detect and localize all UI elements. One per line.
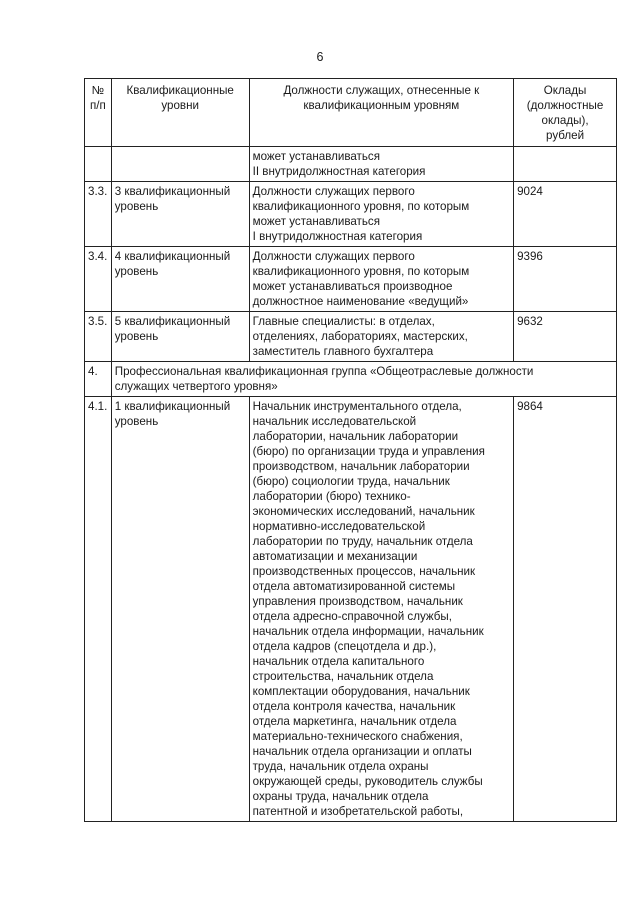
header-positions (249, 79, 513, 147)
positions-line: начальник отдела информации, начальник (252, 625, 484, 638)
level-line: 1 квалификационный (114, 400, 231, 413)
row-level (111, 147, 249, 182)
positions-line: патентной и изобретательской работы, (252, 805, 464, 818)
positions-line: строительства, начальник отдела (252, 670, 434, 683)
positions-line: Должности служащих первого (252, 250, 415, 263)
table-row (85, 182, 617, 247)
level-line: уровень (114, 415, 159, 428)
row-num: 3.3. (85, 182, 112, 247)
row-positions (249, 147, 513, 182)
header-salary-line: Оклады (543, 84, 587, 97)
positions-line: комплектации оборудования, начальник (252, 685, 470, 698)
table-row (85, 397, 617, 822)
header-num-line: № (91, 84, 105, 97)
salary-table (84, 78, 617, 822)
level-line: 3 квалификационный (114, 185, 231, 198)
positions-line: II внутридолжностная категория (252, 165, 426, 178)
positions-line: лаборатории по труду, начальник отдела (252, 535, 473, 548)
positions-line: I внутридолжностная категория (252, 230, 423, 243)
positions-line: автоматизации и механизации (252, 550, 418, 563)
positions-line: лаборатории, начальник лаборатории (252, 430, 459, 443)
row-salary: 9396 (514, 247, 617, 312)
positions-line: окружающей среды, руководитель службы (252, 775, 483, 788)
positions-line: квалификационного уровня, по которым (252, 200, 470, 213)
positions-line: заместитель главного бухгалтера (252, 345, 434, 358)
table-row (85, 312, 617, 362)
positions-line: квалификационного уровня, по которым (252, 265, 470, 278)
positions-line: (бюро) по организации труда и управления (252, 445, 485, 458)
level-line: 4 квалификационный (114, 250, 231, 263)
row-num: 3.4. (85, 247, 112, 312)
level-line: уровень (114, 200, 159, 213)
header-positions-line: квалификационным уровням (303, 99, 460, 112)
positions-line: отдела кадров (спецотдела и др.), (252, 640, 437, 653)
group-title-line: Профессиональная квалификационная группа «Общеотраслевые должности (114, 365, 534, 378)
positions-line: материально-технического снабжения, (252, 730, 463, 743)
level-line: уровень (114, 265, 159, 278)
header-positions-line: Должности служащих, отнесенные к (283, 84, 480, 97)
row-positions (249, 397, 513, 822)
positions-line: производством, начальник лаборатории (252, 460, 470, 473)
row-positions (249, 182, 513, 247)
header-num (85, 79, 112, 147)
header-salary-line: оклады), (541, 114, 589, 127)
positions-line: Должности служащих первого (252, 185, 415, 198)
page-number: 6 (316, 50, 324, 64)
positions-line: охраны труда, начальник отдела (252, 790, 429, 803)
header-level-line: Квалификационные (126, 84, 234, 97)
positions-line: производственных процессов, начальник (252, 565, 476, 578)
group-row (85, 362, 617, 397)
positions-line: может устанавливаться производное (252, 280, 453, 293)
row-positions (249, 312, 513, 362)
table-row (85, 147, 617, 182)
positions-line: Главные специалисты: в отделах, (252, 315, 435, 328)
group-title-line: служащих четвертого уровня» (114, 380, 278, 393)
positions-line: нормативно-исследовательской (252, 520, 426, 533)
positions-line: труда, начальник отдела охраны (252, 760, 429, 773)
positions-line: начальник исследовательской (252, 415, 417, 428)
group-num: 4. (85, 362, 112, 397)
row-salary: 9864 (514, 397, 617, 822)
row-salary: 9632 (514, 312, 617, 362)
header-level-line: уровни (161, 99, 199, 112)
positions-line: экономических исследований, начальник (252, 505, 475, 518)
row-salary (514, 147, 617, 182)
header-salary-line: рублей (546, 129, 585, 142)
row-positions (249, 247, 513, 312)
level-line: 5 квалификационный (114, 315, 231, 328)
row-num: 3.5. (85, 312, 112, 362)
positions-line: отдела адресно-справочной службы, (252, 610, 452, 623)
table-row (85, 247, 617, 312)
row-level (111, 397, 249, 822)
positions-line: (бюро) социологии труда, начальник (252, 475, 450, 488)
positions-line: отдела контроля качества, начальник (252, 700, 456, 713)
positions-line: Начальник инструментального отдела, (252, 400, 462, 413)
positions-line: отдела автоматизированной системы (252, 580, 456, 593)
header-num-line: п/п (89, 99, 106, 112)
level-line: уровень (114, 330, 159, 343)
header-level (111, 79, 249, 147)
positions-line: должностное наименование «ведущий» (252, 295, 469, 308)
group-title (111, 362, 616, 397)
positions-line: управления производством, начальник (252, 595, 463, 608)
row-num: 4.1. (85, 397, 112, 822)
positions-line: отдела маркетинга, начальник отдела (252, 715, 457, 728)
positions-line: может устанавливаться (252, 150, 380, 163)
row-salary: 9024 (514, 182, 617, 247)
positions-line: отделениях, лабораториях, мастерских, (252, 330, 468, 343)
row-level (111, 182, 249, 247)
positions-line: начальник отдела капитального (252, 655, 425, 668)
table-header-row (85, 79, 617, 147)
positions-line: начальник отдела организации и оплаты (252, 745, 472, 758)
header-salary (514, 79, 617, 147)
row-level (111, 247, 249, 312)
header-salary-line: (должностные (526, 99, 604, 112)
row-num (85, 147, 112, 182)
positions-line: лаборатории (бюро) технико- (252, 490, 411, 503)
positions-line: может устанавливаться (252, 215, 380, 228)
row-level (111, 312, 249, 362)
